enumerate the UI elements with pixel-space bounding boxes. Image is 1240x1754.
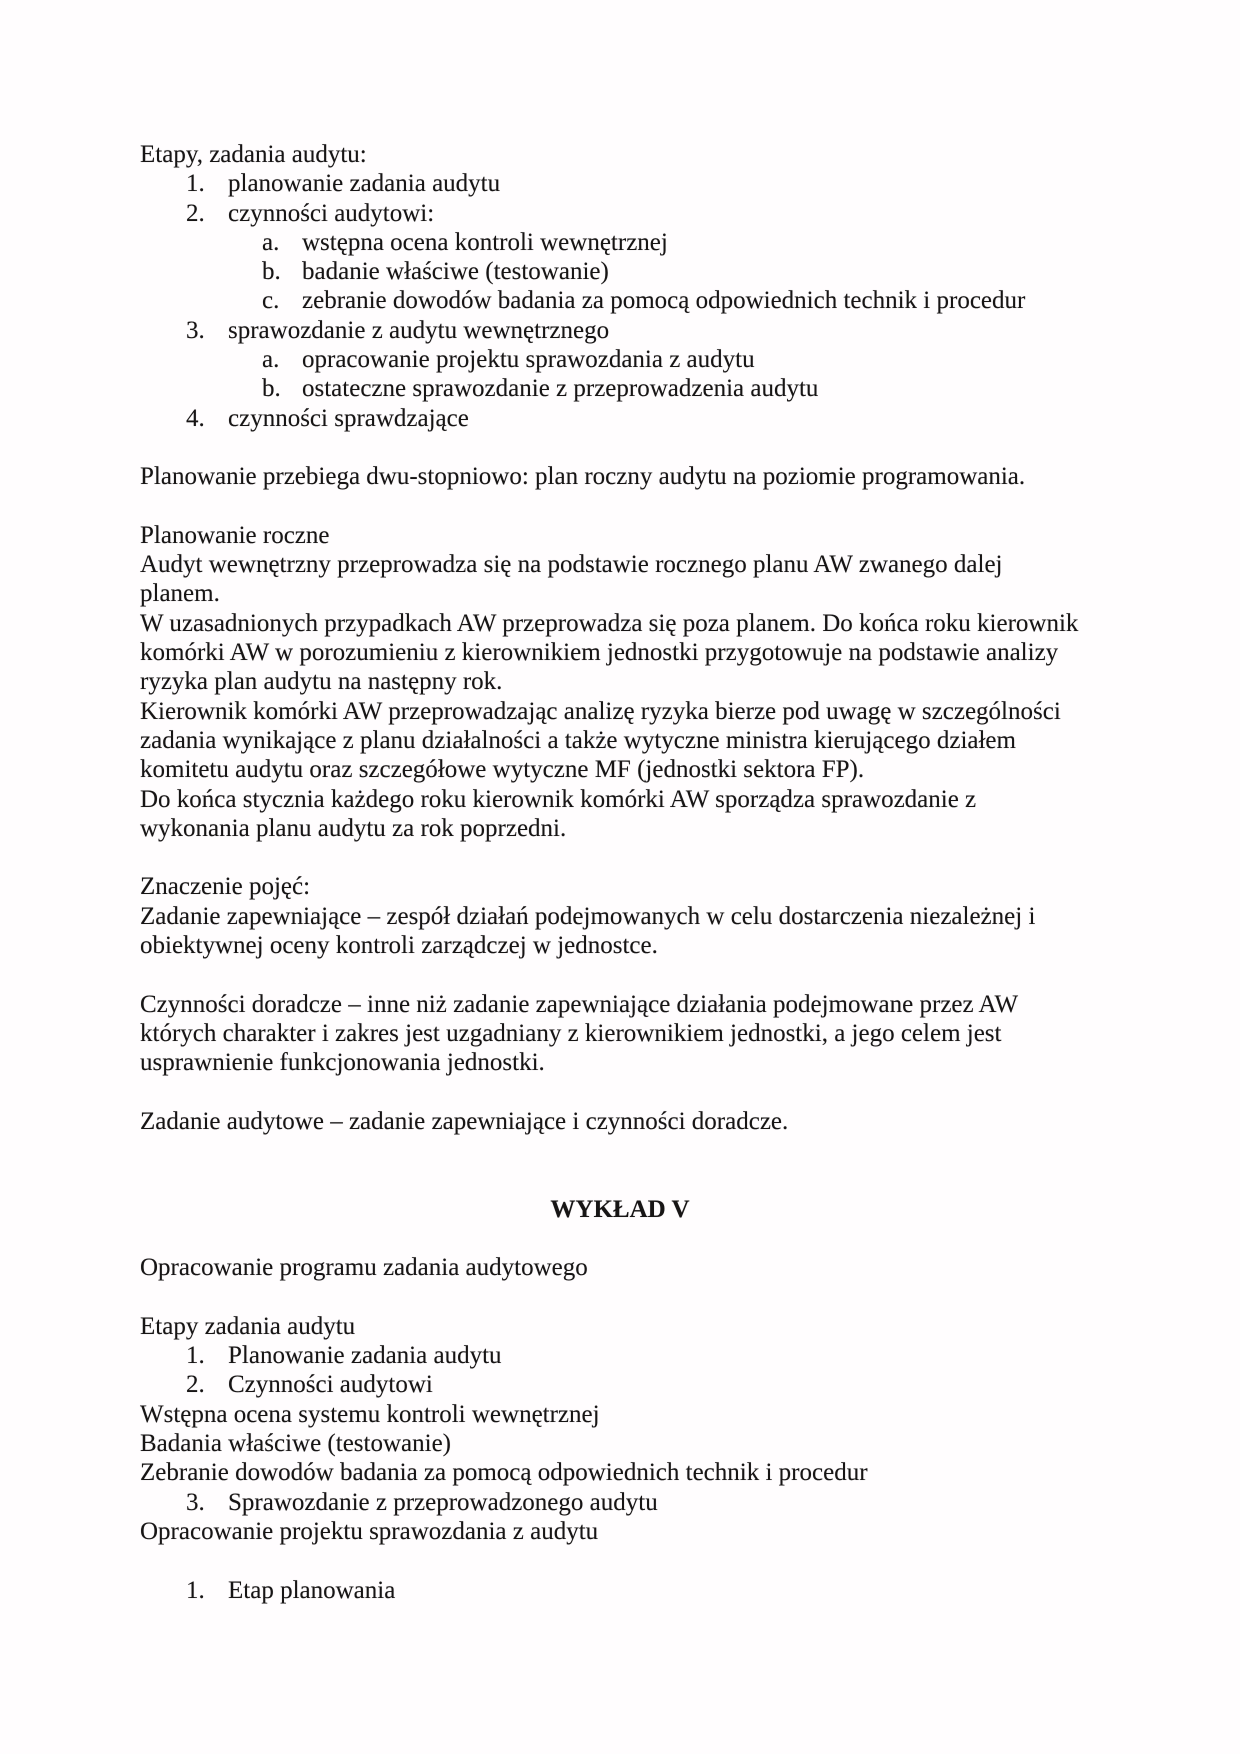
list-item — [140, 1488, 1100, 1517]
paragraph-line — [140, 1253, 1100, 1282]
line-text: planem. — [140, 580, 220, 608]
paragraph-line — [140, 931, 1100, 960]
line-text: Zadanie zapewniające – zespół działań podejmowanych w celu dostarczenia niezależnej i — [140, 902, 1036, 930]
line-text: Znaczenie pojęć: — [140, 873, 311, 901]
line-text: Zadanie audytowe – zadanie zapewniające i czynności doradcze. — [140, 1107, 789, 1135]
line-text: Opracowanie projektu sprawozdania z audytu — [140, 1517, 599, 1545]
blank-line — [140, 1283, 1100, 1312]
list-item — [140, 1370, 1100, 1399]
paragraph-line — [140, 697, 1100, 726]
blank-line — [140, 843, 1100, 872]
paragraph-line — [140, 1107, 1100, 1136]
paragraph-line — [140, 140, 1100, 169]
line-text: ryzyka plan audytu na następny rok. — [140, 668, 503, 696]
list-item — [140, 1341, 1100, 1370]
blank-line — [140, 1078, 1100, 1107]
paragraph-line — [140, 990, 1100, 1019]
paragraph-line — [140, 872, 1100, 901]
line-text: wstępna ocena kontroli wewnętrznej — [302, 228, 668, 256]
list-marker: 1. — [186, 1342, 205, 1370]
line-text: sprawozdanie z audytu wewnętrznego — [228, 316, 610, 344]
paragraph-line — [140, 667, 1100, 696]
list-item — [140, 228, 1100, 257]
line-text: opracowanie projektu sprawozdania z audytu — [302, 346, 755, 374]
list-item — [140, 345, 1100, 374]
list-item — [140, 404, 1100, 433]
paragraph-line — [140, 755, 1100, 784]
list-marker: 1. — [186, 170, 205, 198]
line-text: W uzasadnionych przypadkach AW przeprowadza się poza planem. Do końca roku kierownik — [140, 609, 1079, 637]
line-text: zebranie dowodów badania za pomocą odpowiednich technik i procedur — [302, 287, 1026, 315]
list-item — [140, 1576, 1100, 1605]
list-marker: 3. — [186, 1488, 205, 1516]
list-item — [140, 169, 1100, 198]
line-text: WYKŁAD V — [550, 1195, 690, 1223]
list-marker: 2. — [186, 199, 205, 227]
list-marker: 2. — [186, 1371, 205, 1399]
blank-line — [140, 1136, 1100, 1165]
line-text: Audyt wewnętrzny przeprowadza się na podstawie rocznego planu AW zwanego dalej — [140, 551, 1003, 579]
list-item — [140, 257, 1100, 286]
paragraph-line — [140, 1429, 1100, 1458]
blank-line — [140, 1224, 1100, 1253]
list-marker: 4. — [186, 404, 205, 432]
paragraph-line — [140, 638, 1100, 667]
list-marker: a. — [262, 228, 280, 256]
list-item — [140, 316, 1100, 345]
line-text: usprawnienie funkcjonowania jednostki. — [140, 1049, 545, 1077]
document-body — [140, 140, 1100, 1605]
line-text: Kierownik komórki AW przeprowadzając analizę ryzyka bierze pod uwagę w szczególności — [140, 697, 1061, 725]
list-marker: c. — [262, 287, 280, 315]
line-text: komitetu audytu oraz szczegółowe wytyczne MF (jednostki sektora FP). — [140, 756, 865, 784]
line-text: Planowanie zadania audytu — [228, 1342, 502, 1370]
line-text: Planowanie roczne — [140, 521, 330, 549]
paragraph-line — [140, 1312, 1100, 1341]
paragraph-line — [140, 579, 1100, 608]
paragraph-line — [140, 550, 1100, 579]
line-text: Opracowanie programu zadania audytowego — [140, 1254, 588, 1282]
blank-line — [140, 1546, 1100, 1575]
paragraph-line — [140, 1048, 1100, 1077]
line-text: wykonania planu audytu za rok poprzedni. — [140, 814, 567, 842]
blank-line — [140, 1165, 1100, 1194]
line-text: Czynności doradcze – inne niż zadanie zapewniające działania podejmowane przez AW — [140, 990, 1019, 1018]
paragraph-line — [140, 814, 1100, 843]
line-text: czynności audytowi: — [228, 199, 435, 227]
paragraph-line — [140, 1400, 1100, 1429]
paragraph-line — [140, 1019, 1100, 1048]
lecture-heading — [140, 1195, 1100, 1224]
line-text: Etapy zadania audytu — [140, 1312, 356, 1340]
line-text: Etap planowania — [228, 1576, 396, 1604]
paragraph-line — [140, 521, 1100, 550]
line-text: Sprawozdanie z przeprowadzonego audytu — [228, 1488, 658, 1516]
list-item — [140, 199, 1100, 228]
list-marker: 3. — [186, 316, 205, 344]
line-text: Planowanie przebiega dwu-stopniowo: plan roczny audytu na poziomie programowania. — [140, 463, 1026, 491]
line-text: planowanie zadania audytu — [228, 170, 501, 198]
paragraph-line — [140, 1517, 1100, 1546]
blank-line — [140, 960, 1100, 989]
list-marker: 1. — [186, 1576, 205, 1604]
line-text: Badania właściwe (testowanie) — [140, 1430, 451, 1458]
line-text: Zebranie dowodów badania za pomocą odpowiednich technik i procedur — [140, 1459, 868, 1487]
blank-line — [140, 433, 1100, 462]
list-item — [140, 374, 1100, 403]
line-text: Czynności audytowi — [228, 1371, 433, 1399]
line-text: badanie właściwe (testowanie) — [302, 258, 609, 286]
line-text: Do końca stycznia każdego roku kierownik komórki AW sporządza sprawozdanie z — [140, 785, 977, 813]
paragraph-line — [140, 462, 1100, 491]
blank-line — [140, 492, 1100, 521]
line-text: czynności sprawdzające — [228, 404, 469, 432]
list-marker: a. — [262, 346, 280, 374]
paragraph-line — [140, 609, 1100, 638]
line-text: komórki AW w porozumieniu z kierownikiem jednostki przygotowuje na podstawie analizy — [140, 639, 1059, 667]
paragraph-line — [140, 902, 1100, 931]
list-marker: b. — [262, 258, 281, 286]
line-text: których charakter i zakres jest uzgadniany z kierownikiem jednostki, a jego celem jest — [140, 1019, 1002, 1047]
line-text: obiektywnej oceny kontroli zarządczej w jednostce. — [140, 932, 658, 960]
line-text: zadania wynikające z planu działalności a także wytyczne ministra kierującego działem — [140, 726, 1016, 754]
list-item — [140, 286, 1100, 315]
line-text: ostateczne sprawozdanie z przeprowadzenia audytu — [302, 375, 819, 403]
line-text: Etapy, zadania audytu: — [140, 141, 367, 168]
paragraph-line — [140, 726, 1100, 755]
list-marker: b. — [262, 375, 281, 403]
paragraph-line — [140, 1458, 1100, 1487]
paragraph-line — [140, 785, 1100, 814]
line-text: Wstępna ocena systemu kontroli wewnętrznej — [140, 1400, 600, 1428]
